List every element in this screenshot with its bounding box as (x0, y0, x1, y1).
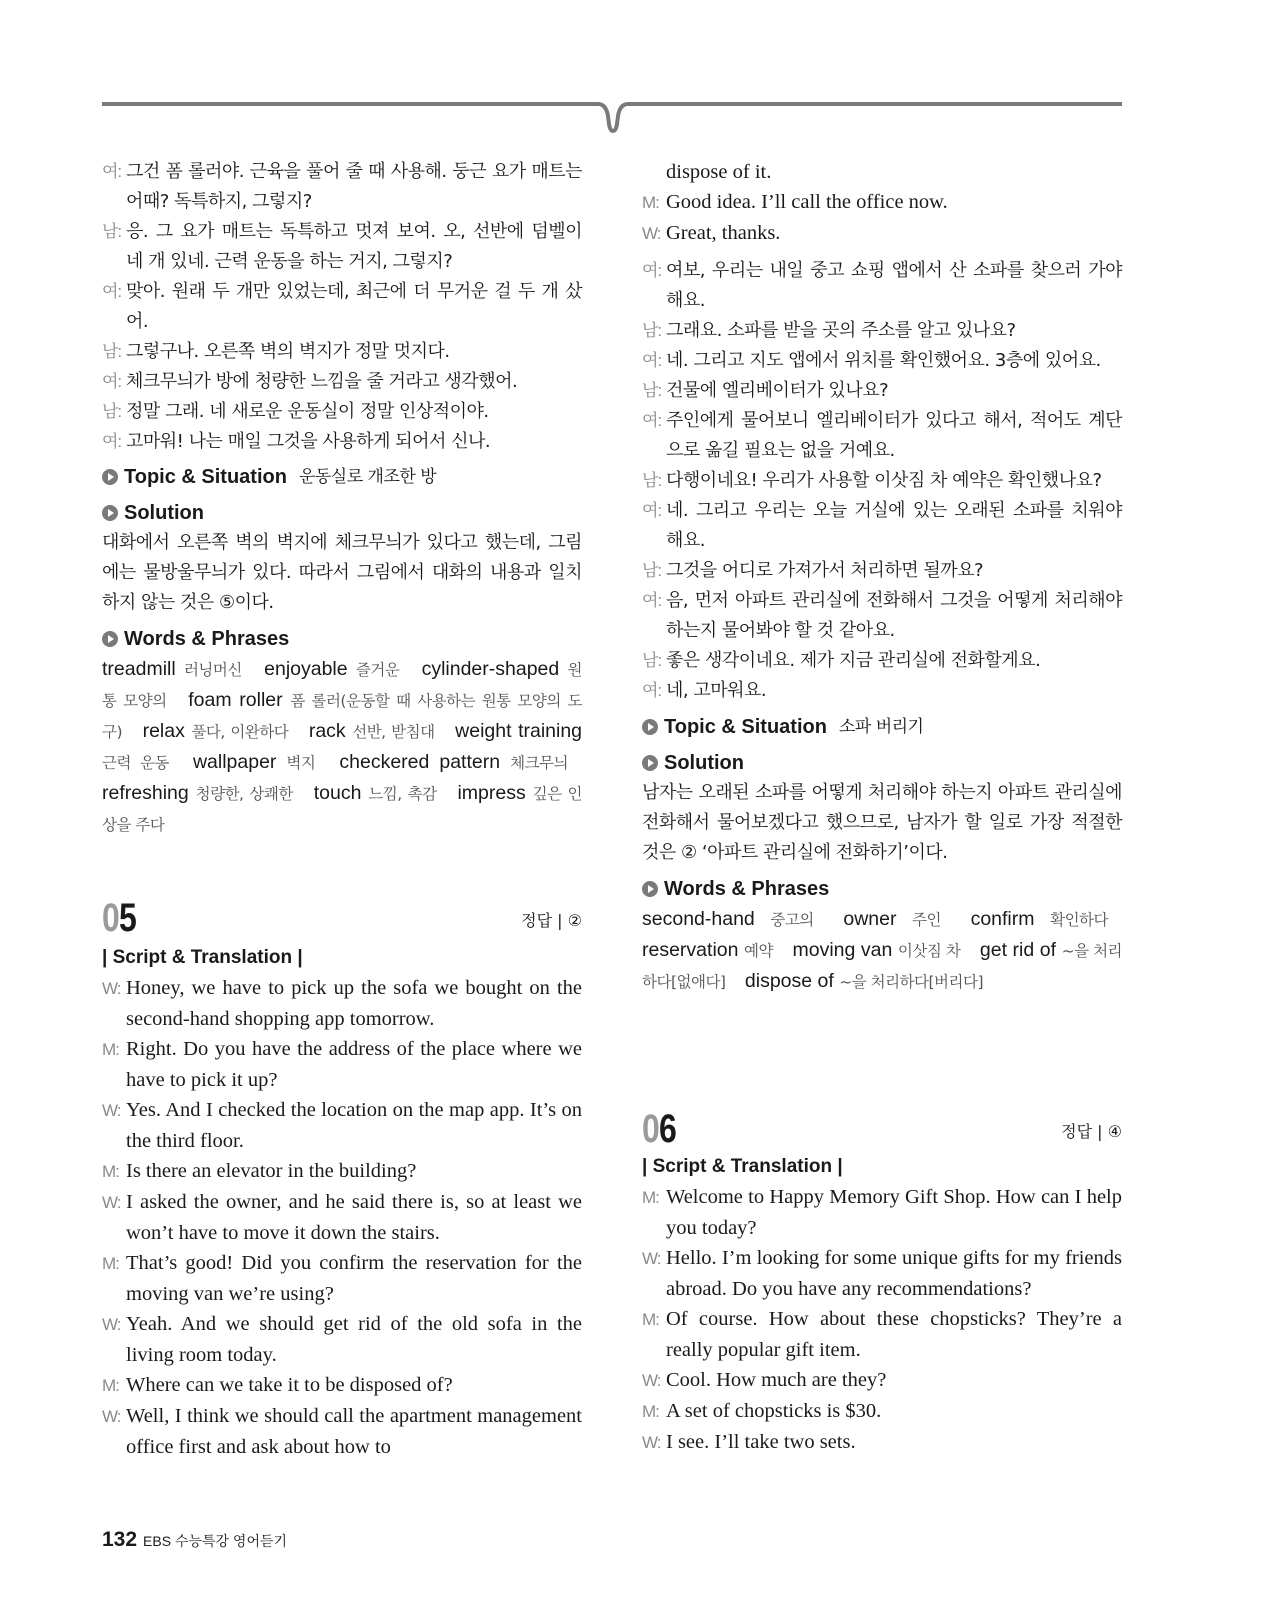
line-text: 좋은 생각이네요. 제가 지금 관리실에 전화할게요. (666, 650, 1041, 671)
word-entry (971, 908, 1108, 930)
topic-text: 운동실로 개조한 방 (298, 467, 437, 487)
word-entry (793, 939, 961, 961)
dialogue-line (642, 346, 1122, 376)
speaker-label: 남: (642, 321, 662, 340)
script-dialogue-cont (642, 157, 1122, 249)
line-text: 건물에 엘리베이터가 있나요? (666, 380, 889, 401)
word-term: enjoyable (264, 658, 348, 680)
word-term: second-hand (642, 908, 755, 930)
word-term: weight training (455, 720, 583, 742)
word-entry (264, 658, 399, 680)
speaker-label: 여: (642, 501, 662, 520)
line-text: 그건 폼 롤러야. 근육을 풀어 줄 때 사용해. 둥근 요가 매트는 어때? 독특하지, 그렇지? (126, 161, 582, 212)
dialogue-line (642, 1243, 1122, 1304)
speaker-label: 남: (642, 381, 662, 400)
word-term: foam roller (188, 689, 283, 711)
play-bullet-icon (102, 505, 118, 521)
speaker-label: W: (102, 1193, 121, 1212)
word-meaning: 주인 (912, 911, 941, 929)
word-meaning: 깊은 인상을 주다 (102, 785, 582, 834)
word-entry (102, 658, 242, 680)
speaker-label: 남: (642, 561, 662, 580)
dialogue-line (102, 1187, 582, 1248)
dialogue-line (102, 367, 582, 397)
speaker-label: 남: (102, 222, 122, 241)
speaker-label: W: (642, 1433, 661, 1452)
word-term: confirm (970, 908, 1035, 930)
line-text: Is there an elevator in the building? (126, 1160, 417, 1182)
right-column (642, 0, 1122, 1500)
topic-text: 소파 버리기 (838, 717, 924, 737)
play-bullet-icon (642, 881, 658, 897)
left-column (102, 0, 582, 1500)
prev-translation (102, 157, 582, 457)
play-bullet-icon (642, 755, 658, 771)
word-meaning: 러닝머신 (183, 661, 242, 679)
line-text: 주인에게 물어보니 엘리베이터가 있다고 해서, 적어도 계단으로 옮길 필요는 없을 거예요. (666, 410, 1122, 461)
speaker-label: W: (642, 224, 661, 243)
speaker-label: M: (102, 1162, 119, 1181)
word-term: relax (142, 720, 185, 742)
question-header (642, 1107, 1122, 1151)
topic-heading (642, 709, 1122, 745)
word-entry (102, 782, 293, 804)
speaker-label: W: (642, 1371, 661, 1390)
words-list (642, 904, 1122, 997)
word-meaning: 느낌, 촉감 (368, 785, 437, 803)
line-text: 음, 먼저 아파트 관리실에 전화해서 그것을 어떻게 처리해야 하는지 물어봐야 할 것 같아요. (666, 590, 1122, 641)
dialogue-line (102, 1370, 582, 1401)
page-number: 132 (102, 1528, 138, 1551)
question-header (102, 896, 582, 940)
solution-text: 대화에서 오른쪽 벽의 벽지에 체크무늬가 있다고 했는데, 그림에는 물방울무늬가 있다. 따라서 그림에서 대화의 내용과 일치하지 않는 것은 ⑤이다. (102, 532, 582, 613)
word-meaning: 근력 운동 (102, 754, 169, 772)
solution-text: 남자는 오래된 소파를 어떻게 처리해야 하는지 아파트 관리실에 전화해서 물어보겠다고 했으므로, 남자가 할 일로 가장 적절한 것은 ② ‘아파트 관리실에 전화하기’이다. (642, 782, 1122, 863)
speaker-label: 남: (642, 471, 662, 490)
dialogue-line (642, 496, 1122, 556)
word-term: moving van (792, 939, 893, 961)
line-text: Honey, we have to pick up the sofa we bought on the second-hand shopping app tomorrow. (126, 977, 582, 1030)
dialogue-line (642, 1427, 1122, 1458)
solution-heading (102, 495, 582, 531)
word-meaning: 중고의 (770, 911, 814, 929)
heading-label: Topic & Situation (664, 716, 827, 738)
heading-label: Solution (664, 752, 744, 774)
word-entry (339, 751, 568, 773)
line-text: 맞아. 원래 두 개만 있었는데, 최근에 더 무거운 걸 두 개 샀어. (126, 281, 582, 332)
speaker-label: 여: (642, 261, 662, 280)
line-text: 다행이네요! 우리가 사용할 이삿짐 차 예약은 확인했나요? (666, 470, 1102, 491)
line-text: 체크무늬가 방에 청량한 느낌을 줄 거라고 생각했어. (126, 371, 518, 392)
dialogue-line (642, 1396, 1122, 1427)
dialogue-line (642, 1365, 1122, 1396)
speaker-label: 여: (642, 411, 662, 430)
line-text: 그래요. 소파를 받을 곳의 주소를 알고 있나요? (666, 320, 1016, 341)
word-entry (143, 720, 289, 742)
line-text: 그것을 어디로 가져가서 처리하면 될까요? (666, 560, 984, 581)
word-term: rack (308, 720, 346, 742)
speaker-label: M: (642, 1188, 659, 1207)
dialogue-line (642, 218, 1122, 249)
line-text: Of course. How about these chopsticks? They’re a really popular gift item. (666, 1308, 1122, 1361)
line-text: dispose of it. (666, 161, 772, 183)
dialogue-line (642, 1182, 1122, 1243)
word-meaning: 체크무늬 (510, 754, 568, 772)
dialogue-line (102, 337, 582, 367)
line-text: I asked the owner, and he said there is, so at least we won’t have to move it down the stairs. (126, 1191, 582, 1244)
dialogue-line (102, 277, 582, 337)
word-term: checkered pattern (339, 751, 501, 773)
speaker-label: 여: (102, 372, 122, 391)
dialogue-line (102, 427, 582, 457)
word-term: refreshing (102, 782, 189, 804)
word-term: owner (843, 908, 897, 930)
line-text: I see. I’ll take two sets. (666, 1431, 856, 1453)
speaker-label: W: (102, 1315, 121, 1334)
word-term: cylinder-shaped (421, 658, 560, 680)
word-entry (193, 751, 315, 773)
speaker-label: 남: (642, 651, 662, 670)
dialogue-line (642, 646, 1122, 676)
speaker-label: W: (102, 1407, 121, 1426)
word-meaning: 선반, 받침대 (352, 723, 435, 741)
word-term: reservation (642, 939, 739, 961)
answer-label: 정답 | ② (521, 911, 582, 930)
heading-label: Topic & Situation (124, 466, 287, 488)
script-heading: | Script & Translation | (642, 1156, 843, 1177)
line-text: Hello. I’m looking for some unique gifts for my friends abroad. Do you have any recommendations? (666, 1247, 1122, 1300)
speaker-label: 남: (102, 342, 122, 361)
speaker-label: W: (102, 1101, 121, 1120)
word-term: treadmill (102, 658, 176, 680)
speaker-label: M: (102, 1254, 119, 1273)
heading-label: Words & Phrases (124, 628, 290, 650)
dialogue-line (102, 1309, 582, 1370)
word-entry (745, 970, 983, 992)
dialogue-line (642, 256, 1122, 316)
speaker-label: M: (642, 1402, 659, 1421)
dialogue-line (642, 376, 1122, 406)
dialogue-line (642, 1304, 1122, 1365)
line-text: 네. 그리고 우리는 오늘 거실에 있는 오래된 소파를 치워야 해요. (666, 500, 1122, 551)
speaker-label: 남: (102, 402, 122, 421)
line-text: 네. 그리고 지도 앱에서 위치를 확인했어요. 3층에 있어요. (666, 350, 1101, 371)
dialogue-line (102, 397, 582, 427)
word-entry (642, 908, 814, 930)
speaker-label: 여: (102, 432, 122, 451)
play-bullet-icon (102, 469, 118, 485)
speaker-label: W: (642, 1249, 661, 1268)
speaker-label: M: (642, 193, 659, 212)
heading-label: Words & Phrases (664, 878, 830, 900)
speaker-label: W: (102, 979, 121, 998)
word-meaning: ~을 처리하다[없애다] (642, 942, 1123, 991)
word-meaning: 예약 (744, 942, 773, 960)
dialogue-line (102, 217, 582, 277)
words-list (102, 654, 582, 840)
line-text: 응. 그 요가 매트는 독특하고 멋져 보여. 오, 선반에 덤벨이 네 개 있네. 근력 운동을 하는 거지, 그렇지? (126, 221, 582, 272)
word-meaning: 즐거운 (355, 661, 400, 679)
dialogue-line (102, 157, 582, 217)
line-text: Great, thanks. (666, 222, 781, 244)
line-text: 고마워! 나는 매일 그것을 사용하게 되어서 신나. (126, 431, 491, 452)
words-heading (102, 621, 582, 657)
line-text: 정말 그래. 네 새로운 운동실이 정말 인상적이야. (126, 401, 489, 422)
speaker-label: M: (102, 1376, 119, 1395)
translation (642, 256, 1122, 706)
word-meaning: 이삿짐 차 (897, 942, 961, 960)
script-dialogue (642, 1182, 1122, 1458)
line-text: A set of chopsticks is $30. (666, 1400, 882, 1422)
speaker-label: M: (102, 1040, 119, 1059)
word-meaning: 원통 모양의 (102, 661, 582, 710)
dialogue-line (102, 973, 582, 1034)
dialogue-line (642, 586, 1122, 646)
word-meaning: 벽지 (286, 754, 316, 772)
script-dialogue (102, 973, 582, 1462)
line-text: Good idea. I’ll call the office now. (666, 191, 948, 213)
line-text: Where can we take it to be disposed of? (126, 1374, 453, 1396)
line-text: Well, I think we should call the apartment management office first and ask about how to (126, 1405, 582, 1458)
word-meaning: ~을 처리하다[버리다] (839, 973, 984, 991)
dialogue-line (642, 406, 1122, 466)
line-text: Yeah. And we should get rid of the old sofa in the living room today. (126, 1313, 582, 1366)
line-text: 그렇구나. 오른쪽 벽의 벽지가 정말 멋지다. (126, 341, 450, 362)
line-text: Cool. How much are they? (666, 1369, 887, 1391)
dialogue-line (102, 1248, 582, 1309)
word-meaning: 청량한, 상쾌한 (195, 785, 293, 803)
answer-label: 정답 | ④ (1061, 1122, 1122, 1141)
line-text: Yes. And I checked the location on the map app. It’s on the third floor. (126, 1099, 582, 1152)
dialogue-line (642, 556, 1122, 586)
play-bullet-icon (642, 719, 658, 735)
heading-label: Solution (124, 502, 204, 524)
line-text: 여보, 우리는 내일 중고 쇼핑 앱에서 산 소파를 찾으러 가야 해요. (666, 260, 1122, 311)
word-entry (314, 782, 437, 804)
word-meaning: 풀다, 이완하다 (191, 723, 289, 741)
dialogue-line (642, 316, 1122, 346)
word-meaning: 폼 롤러(운동할 때 사용하는 원통 모양의 도구) (102, 692, 583, 741)
speaker-label: 여: (642, 351, 662, 370)
speaker-label: 여: (642, 681, 662, 700)
question-number: 06 (642, 1107, 676, 1151)
speaker-label: M: (642, 1310, 659, 1329)
dialogue-line (102, 1095, 582, 1156)
speaker-label: 여: (102, 282, 122, 301)
script-heading: | Script & Translation | (102, 947, 303, 968)
word-term: wallpaper (192, 751, 277, 773)
page-footer (102, 1528, 287, 1552)
speaker-label: 여: (102, 162, 122, 181)
word-term: impress (457, 782, 526, 804)
line-text: Right. Do you have the address of the place where we have to pick it up? (126, 1038, 582, 1091)
word-entry (843, 908, 941, 930)
dialogue-line (642, 187, 1122, 218)
dialogue-line (102, 1156, 582, 1187)
word-entry (309, 720, 435, 742)
dialogue-line (102, 1401, 582, 1462)
solution-heading (642, 745, 1122, 781)
topic-heading (102, 459, 582, 495)
question-number: 05 (102, 896, 136, 940)
play-bullet-icon (102, 631, 118, 647)
line-text: Welcome to Happy Memory Gift Shop. How can I help you today? (666, 1186, 1122, 1239)
words-heading (642, 871, 1122, 907)
word-term: dispose of (744, 970, 834, 992)
word-entry (642, 939, 773, 961)
word-term: touch (313, 782, 362, 804)
dialogue-line (642, 676, 1122, 706)
word-term: get rid of (979, 939, 1057, 961)
speaker-label: 여: (642, 591, 662, 610)
dialogue-line (642, 157, 1122, 187)
dialogue-line (642, 466, 1122, 496)
dialogue-line (102, 1034, 582, 1095)
line-text: That’s good! Did you confirm the reservation for the moving van we’re using? (126, 1252, 582, 1305)
word-meaning: 확인하다 (1050, 911, 1108, 929)
line-text: 네, 고마워요. (666, 680, 767, 701)
book-title: EBS 수능특강 영어듣기 (143, 1533, 288, 1549)
